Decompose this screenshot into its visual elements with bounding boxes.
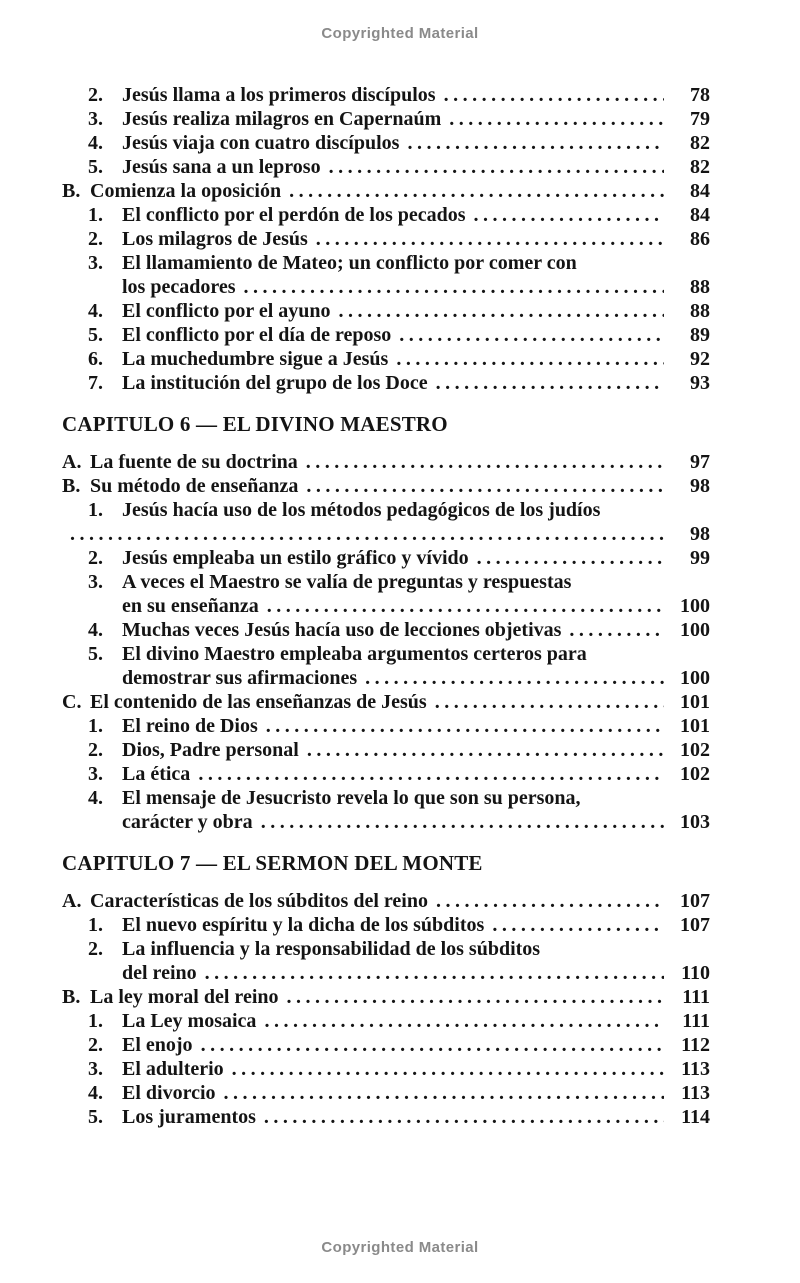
entry-page-number: 101	[680, 691, 710, 713]
entry-text: El adulterio	[122, 1058, 224, 1080]
entry-text: Los juramentos	[122, 1106, 256, 1128]
table-of-contents	[62, 83, 710, 1129]
entry-text: Características de los súbditos del reino	[90, 890, 428, 912]
toc-entry	[62, 155, 710, 179]
toc-entry	[62, 251, 710, 275]
toc-entry	[62, 1057, 710, 1081]
entry-page-number: 107	[680, 890, 710, 912]
dot-leader	[399, 131, 664, 155]
dot-leader	[256, 1105, 664, 1129]
toc-entry	[62, 642, 710, 666]
entry-page-number: 82	[690, 156, 710, 178]
toc-entry	[62, 913, 710, 937]
entry-page-number: 82	[690, 132, 710, 154]
entry-text: La fuente de su doctrina	[90, 451, 298, 473]
entry-page-number: 86	[690, 228, 710, 250]
dot-leader	[259, 594, 664, 618]
entry-marker: 1.	[88, 1010, 103, 1032]
dot-leader	[298, 474, 664, 498]
entry-text: El divorcio	[122, 1082, 216, 1104]
toc-entry	[62, 107, 710, 131]
entry-text-continuation: en su enseñanza	[122, 595, 259, 617]
toc-entry	[62, 937, 710, 961]
entry-marker: 1.	[88, 715, 103, 737]
entry-marker: 2.	[88, 739, 103, 761]
entry-page-number: 84	[690, 180, 710, 202]
entry-page-number: 111	[682, 986, 710, 1008]
dot-leader	[190, 762, 664, 786]
entry-text: El conflicto por el día de reposo	[122, 324, 392, 346]
entry-marker: 5.	[88, 156, 103, 178]
toc-entry	[62, 714, 710, 738]
toc-entry	[62, 1105, 710, 1129]
entry-marker: 5.	[88, 324, 103, 346]
entry-page-number: 112	[681, 1034, 710, 1056]
entry-text: Jesús hacía uso de los métodos pedagógicos de los judíos	[122, 499, 601, 521]
entry-marker: B.	[62, 475, 81, 497]
dot-leader	[258, 714, 664, 738]
toc-entry	[62, 371, 710, 395]
entry-marker: 3.	[88, 763, 103, 785]
entry-marker: 1.	[88, 914, 103, 936]
entry-marker: 4.	[88, 619, 103, 641]
entry-page-number: 102	[680, 739, 710, 761]
entry-page-number: 78	[690, 84, 710, 106]
toc-entry-continuation	[62, 810, 710, 834]
dot-leader	[62, 522, 664, 546]
entry-page-number: 88	[690, 276, 710, 298]
entry-page-number: 110	[681, 962, 710, 984]
entry-text: Jesús empleaba un estilo gráfico y vívido	[122, 547, 469, 569]
entry-text: Comienza la oposición	[90, 180, 282, 202]
entry-marker: 5.	[88, 643, 103, 665]
entry-marker: 1.	[88, 204, 103, 226]
toc-entry	[62, 1009, 710, 1033]
entry-text: El llamamiento de Mateo; un conflicto por comer con	[122, 252, 577, 274]
dot-leader	[469, 546, 664, 570]
entry-text: El divino Maestro empleaba argumentos certeros para	[122, 643, 587, 665]
entry-marker: 2.	[88, 228, 103, 250]
toc-entry	[62, 570, 710, 594]
toc-entry	[62, 889, 710, 913]
toc-entry-continuation	[62, 594, 710, 618]
entry-text: Jesús realiza milagros en Capernaúm	[122, 108, 442, 130]
entry-marker: 2.	[88, 938, 103, 960]
entry-text: La institución del grupo de los Doce	[122, 372, 428, 394]
entry-text: El nuevo espíritu y la dicha de los súbditos	[122, 914, 485, 936]
toc-entry-continuation	[62, 275, 710, 299]
entry-text: El enojo	[122, 1034, 193, 1056]
toc-entry	[62, 83, 710, 107]
entry-page-number: 102	[680, 763, 710, 785]
entry-marker: 3.	[88, 108, 103, 130]
dot-leader	[253, 810, 664, 834]
dot-leader	[236, 275, 664, 299]
entry-page-number: 103	[680, 811, 710, 833]
entry-marker: 4.	[88, 132, 103, 154]
entry-text: La ley moral del reino	[90, 986, 279, 1008]
toc-entry	[62, 203, 710, 227]
entry-marker: 3.	[88, 571, 103, 593]
toc-entry	[62, 323, 710, 347]
toc-entry	[62, 299, 710, 323]
entry-marker: 4.	[88, 787, 103, 809]
entry-page-number: 97	[690, 451, 710, 473]
toc-entry-continuation	[62, 666, 710, 690]
entry-text: Jesús viaja con cuatro discípulos	[122, 132, 400, 154]
dot-leader	[321, 155, 664, 179]
entry-text: La muchedumbre sigue a Jesús	[122, 348, 389, 370]
entry-marker: B.	[62, 986, 81, 1008]
entry-text: El conflicto por el ayuno	[122, 300, 331, 322]
entry-page-number: 93	[690, 372, 710, 394]
dot-leader	[308, 227, 664, 251]
entry-page-number: 101	[680, 715, 710, 737]
dot-leader	[281, 179, 664, 203]
entry-text: El contenido de las enseñanzas de Jesús	[90, 691, 427, 713]
dot-leader	[197, 961, 664, 985]
dot-leader	[427, 690, 664, 714]
chapter-heading: CAPITULO 7 — EL SERMON DEL MONTE	[62, 851, 483, 875]
toc-entry	[62, 985, 710, 1009]
toc-entry	[62, 474, 710, 498]
entry-text: El reino de Dios	[122, 715, 258, 737]
dot-leader	[436, 83, 664, 107]
entry-text: Su método de enseñanza	[90, 475, 299, 497]
dot-leader	[441, 107, 664, 131]
entry-text: El conflicto por el perdón de los pecados	[122, 204, 466, 226]
toc-entry	[62, 738, 710, 762]
toc-entry	[62, 347, 710, 371]
entry-text: La ética	[122, 763, 191, 785]
toc-entry	[62, 786, 710, 810]
dot-leader	[216, 1081, 664, 1105]
entry-text-continuation: los pecadores	[122, 276, 236, 298]
entry-text: A veces el Maestro se valía de preguntas y respuestas	[122, 571, 572, 593]
entry-marker: 7.	[88, 372, 103, 394]
entry-marker: 3.	[88, 1058, 103, 1080]
entry-page-number: 92	[690, 348, 710, 370]
toc-entry	[62, 131, 710, 155]
entry-page-number: 100	[680, 595, 710, 617]
entry-text: La Ley mosaica	[122, 1010, 257, 1032]
entry-marker: 5.	[88, 1106, 103, 1128]
entry-text: La influencia y la responsabilidad de los súbditos	[122, 938, 541, 960]
entry-page-number: 84	[690, 204, 710, 226]
dot-leader	[357, 666, 664, 690]
dot-leader	[193, 1033, 664, 1057]
dot-leader	[256, 1009, 664, 1033]
entry-text-continuation: del reino	[122, 962, 197, 984]
entry-page-number: 99	[690, 547, 710, 569]
entry-marker: 6.	[88, 348, 103, 370]
entry-page-number: 98	[690, 523, 710, 545]
toc-entry	[62, 1033, 710, 1057]
entry-marker: B.	[62, 180, 81, 202]
toc-entry	[62, 618, 710, 642]
entry-page-number: 98	[690, 475, 710, 497]
chapter-heading: CAPITULO 6 — EL DIVINO MAESTRO	[62, 412, 448, 436]
dot-leader	[428, 889, 664, 913]
toc-entry	[62, 546, 710, 570]
copyright-watermark-top: Copyrighted Material	[321, 25, 479, 42]
dot-leader	[466, 203, 664, 227]
dot-leader	[299, 738, 664, 762]
toc-entry	[62, 498, 710, 522]
dot-leader	[561, 618, 664, 642]
entry-marker: 4.	[88, 300, 103, 322]
entry-marker: A.	[62, 451, 82, 473]
entry-text: El mensaje de Jesucristo revela lo que son su persona,	[122, 787, 581, 809]
entry-page-number: 89	[690, 324, 710, 346]
entry-page-number: 100	[680, 619, 710, 641]
entry-text: Jesús llama a los primeros discípulos	[122, 84, 436, 106]
entry-text-continuation: demostrar sus afirmaciones	[122, 667, 358, 689]
entry-page-number: 114	[681, 1106, 710, 1128]
entry-page-number: 100	[680, 667, 710, 689]
toc-entry	[62, 762, 710, 786]
entry-page-number: 111	[682, 1010, 710, 1032]
entry-marker: 1.	[88, 499, 103, 521]
entry-page-number: 107	[680, 914, 710, 936]
dot-leader	[298, 450, 664, 474]
entry-marker: A.	[62, 890, 82, 912]
entry-marker: 4.	[88, 1082, 103, 1104]
dot-leader	[224, 1057, 664, 1081]
toc-entry	[62, 690, 710, 714]
entry-marker: C.	[62, 691, 82, 713]
toc-entry-continuation	[62, 522, 710, 546]
entry-marker: 3.	[88, 252, 103, 274]
entry-text-continuation: carácter y obra	[122, 811, 253, 833]
entry-marker: 2.	[88, 547, 103, 569]
dot-leader	[279, 985, 665, 1009]
entry-page-number: 79	[690, 108, 710, 130]
toc-entry	[62, 1081, 710, 1105]
entry-marker: 2.	[88, 1034, 103, 1056]
dot-leader	[331, 299, 664, 323]
entry-text: Dios, Padre personal	[122, 739, 299, 761]
toc-entry	[62, 227, 710, 251]
entry-text: Jesús sana a un leproso	[122, 156, 321, 178]
entry-page-number: 113	[681, 1058, 710, 1080]
entry-marker: 2.	[88, 84, 103, 106]
dot-leader	[391, 323, 664, 347]
dot-leader	[484, 913, 664, 937]
entry-page-number: 88	[690, 300, 710, 322]
toc-entry	[62, 450, 710, 474]
dot-leader	[428, 371, 664, 395]
entry-page-number: 113	[681, 1082, 710, 1104]
toc-entry-continuation	[62, 961, 710, 985]
toc-entry	[62, 179, 710, 203]
entry-text: Los milagros de Jesús	[122, 228, 308, 250]
entry-text: Muchas veces Jesús hacía uso de lecciones objetivas	[122, 619, 562, 641]
copyright-watermark-bottom: Copyrighted Material	[321, 1239, 479, 1256]
dot-leader	[388, 347, 664, 371]
